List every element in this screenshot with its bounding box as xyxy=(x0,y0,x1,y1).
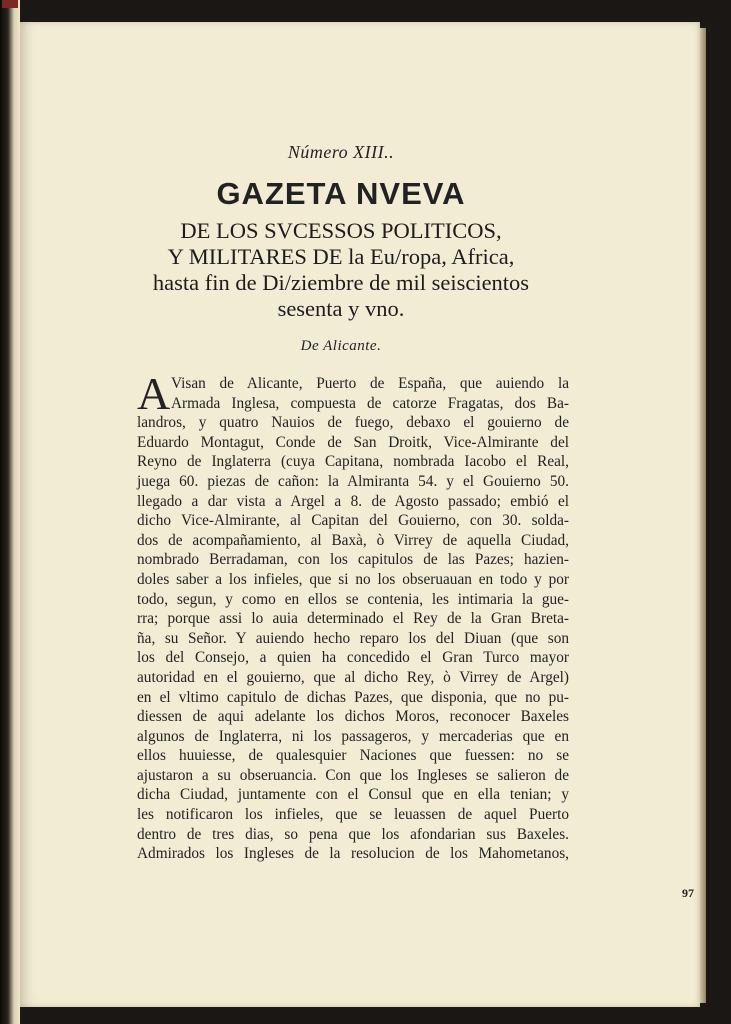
body-line: en el vltimo capitulo de dichas Pazes, que disponia, que no pu- xyxy=(137,688,569,706)
page-number: 97 xyxy=(682,886,694,900)
body-line: diessen de aqui adelante los dichos Moros, reconocer Baxeles xyxy=(137,708,569,726)
body-line: Reyno de Inglaterra (cuya Capitana, nombrada Iacobo el Real, xyxy=(137,453,569,471)
body-line: landros, y quatro Nauios de fuego, debaxo el gouierno de xyxy=(137,414,569,432)
issue-number: Número XIII.. xyxy=(287,142,395,162)
subtitle-line: sesenta y vno. xyxy=(277,296,405,321)
body-line: juega 60. piezas de cañon: la Almiranta 54. y el Gouierno 50. xyxy=(137,472,569,490)
body-line: ajustaron a su obseruancia. Con que los Ingleses se salieron de xyxy=(137,766,569,784)
body-line: llegado a dar vista a Argel a 8. de Agosto passado; embió el xyxy=(137,492,569,510)
body-line: Eduardo Montagut, Conde de San Droitk, Vice-Almirante del xyxy=(137,433,569,451)
body-line: dicha Ciudad, juntamente con el Consul que en ella tenian; y xyxy=(137,786,569,804)
book-page xyxy=(20,22,700,1007)
spine-ribbon xyxy=(2,0,18,8)
subtitle-line: hasta fin de Di/ziembre de mil seiscientos xyxy=(152,270,530,295)
body-line: Admirados los Ingleses de la resolucion de los Mahometanos, xyxy=(137,845,569,863)
page-edge xyxy=(700,28,706,1003)
body-line: Armada Inglesa, compuesta de catorze Fragatas, dos Ba- xyxy=(171,394,569,412)
body-line: les notificaron los infieles, que se leuassen de aquel Puerto xyxy=(137,806,569,824)
subtitle-line: Y MILITARES DE la Eu/ropa, Africa, xyxy=(167,244,515,269)
body-line: Visan de Alicante, Puerto de España, que auiendo la xyxy=(171,375,569,392)
drop-cap: A xyxy=(137,368,171,419)
body-line: doles saber a los infieles, que si no los obseruauan en todo y por xyxy=(137,570,569,588)
article-body xyxy=(137,368,569,864)
gazette-subtitle xyxy=(107,218,575,322)
body-line: autoridad en el gouierno, que al dicho Rey, ò Virrey de Argel) xyxy=(137,668,569,686)
body-line: dentro de tres dias, so pena que los afondarian sus Baxeles. xyxy=(137,825,569,843)
dateline: De Alicante. xyxy=(300,338,382,354)
book-spine xyxy=(0,0,20,1024)
body-line: dicho Vice-Almirante, al Capitan del Gouierno, con 30. solda- xyxy=(137,512,569,530)
body-line: los del Consejo, a quien ha concedido el Gran Turco mayor xyxy=(137,649,569,667)
body-line: nombrado Berradaman, con los capitulos de las Pazes; hazien- xyxy=(137,551,569,569)
body-line: algunos de Inglaterra, ni los passageros, y mercaderias que en xyxy=(137,727,569,745)
body-line: dos de acompañamiento, al Baxà, ò Virrey de aquella Ciudad, xyxy=(137,531,569,549)
body-line: todo, segun, y como en ellos se contenia, les intimaria la gue- xyxy=(137,590,569,608)
body-line: rra; porque assi lo auia determinado el Rey de la Gran Breta- xyxy=(137,610,569,628)
body-line: ña, su Señor. Y auiendo hecho reparo los del Diuan (que son xyxy=(137,629,569,647)
gazette-title: GAZETA NVEVA xyxy=(216,176,466,211)
body-line: ellos huuiesse, de qualesquier Naciones que fuessen: no se xyxy=(137,747,569,765)
subtitle-line: DE LOS SVCESSOS POLITICOS, xyxy=(180,218,502,243)
